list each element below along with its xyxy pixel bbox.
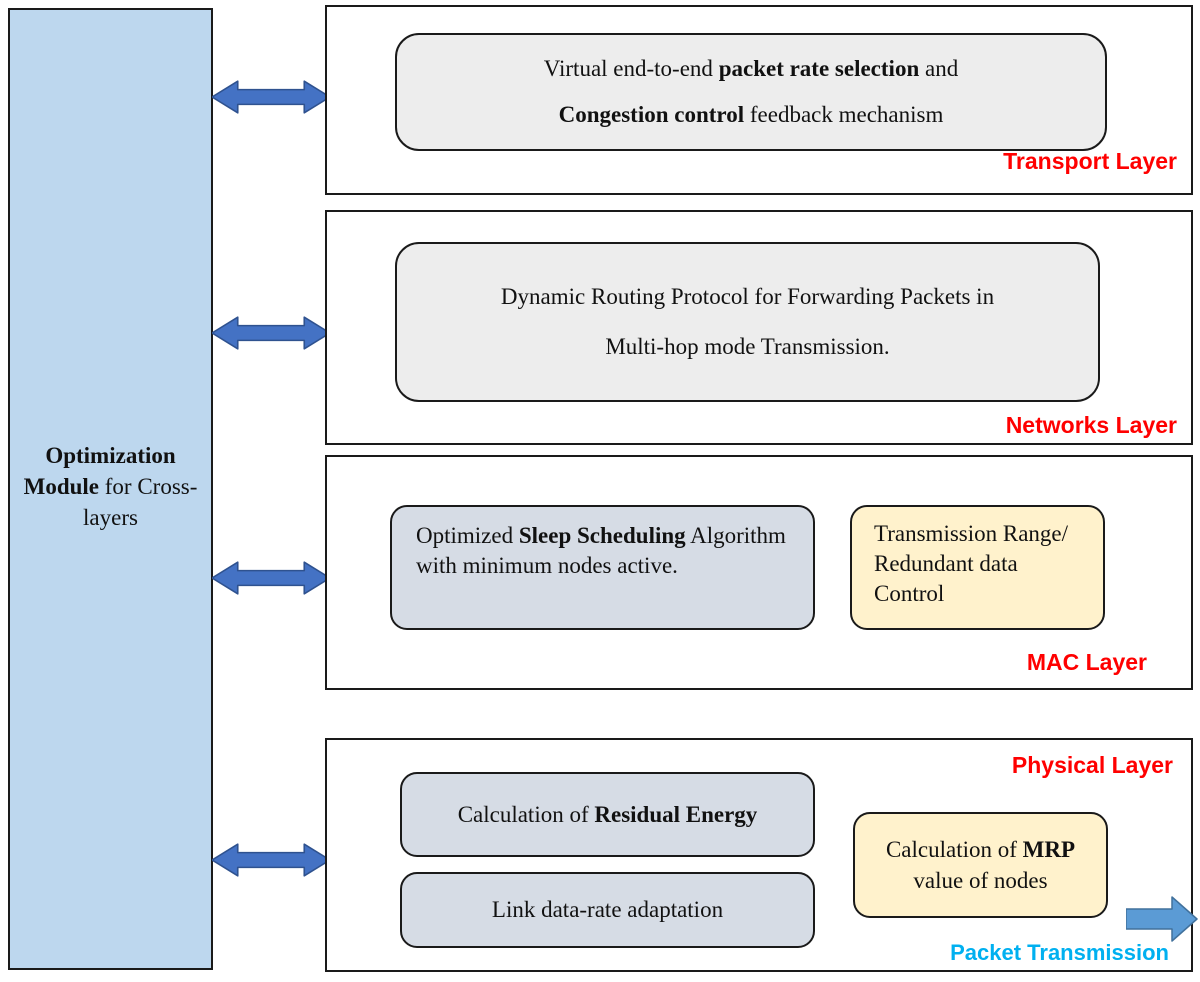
text-segment: for Cross-layers [83, 474, 198, 531]
transport-layer-box [325, 5, 1193, 195]
text-segment: Virtual end-to-end [543, 56, 719, 81]
text-segment: Residual Energy [594, 801, 758, 827]
text-segment: Sleep Scheduling [518, 523, 686, 548]
dynamic-routing-box [395, 242, 1100, 402]
bidirectional-arrow-networks-icon [212, 314, 330, 352]
bidirectional-arrow-physical-icon [212, 841, 330, 879]
mac-layer-box [325, 455, 1193, 690]
physical-layer-box [325, 738, 1193, 972]
sleep-scheduling-box [390, 505, 815, 630]
optimization-module [8, 8, 213, 970]
packet-rate-line1 [544, 56, 958, 82]
packet-transmission-label: Packet Transmission [950, 940, 1169, 965]
text-segment: Optimized [416, 523, 519, 548]
link-data-rate-box [400, 872, 815, 948]
routing-line2: Multi-hop mode Transmission. [605, 334, 890, 359]
packet-transmission-arrow-icon [1126, 896, 1198, 942]
residual-energy-box [400, 772, 815, 857]
text-segment: MRP [1022, 836, 1076, 862]
networks-layer-box [325, 210, 1193, 445]
mrp-calculation-box [853, 812, 1108, 918]
text-segment: and [919, 56, 959, 81]
routing-line1: Dynamic Routing Protocol for Forwarding Packets in [500, 284, 995, 309]
transport-layer-label: Transport Layer [1003, 148, 1177, 174]
optimization-module-title: Optimization Module [23, 443, 176, 500]
mrp-line2: value of nodes [913, 868, 1048, 893]
text-segment: Calculation of [885, 836, 1023, 862]
mrp-line1 [886, 834, 1075, 865]
bidirectional-arrow-transport-icon [212, 78, 330, 116]
packet-rate-line2 [559, 102, 944, 128]
link-data-rate-text: Link data-rate adaptation [491, 897, 724, 922]
text-segment: feedback mechanism [744, 102, 944, 127]
text-segment: Calculation of [457, 801, 595, 827]
packet-rate-selection-box [395, 33, 1107, 151]
physical-layer-label: Physical Layer [1011, 752, 1173, 778]
transmission-range-box [850, 505, 1105, 630]
text-segment: Algorithm with minimum nodes active. [416, 523, 786, 578]
text-segment: Congestion control [558, 102, 745, 127]
networks-layer-label: Networks Layer [1005, 412, 1177, 438]
residual-energy-text [458, 802, 758, 828]
optimization-module-text [18, 440, 203, 533]
mac-layer-label: MAC Layer [1026, 649, 1147, 675]
transmission-range-text: Transmission Range/ Redundant data Control [874, 521, 1069, 606]
sleep-scheduling-text [416, 521, 789, 581]
text-segment: packet rate selection [718, 56, 920, 81]
bidirectional-arrow-mac-icon [212, 559, 330, 597]
